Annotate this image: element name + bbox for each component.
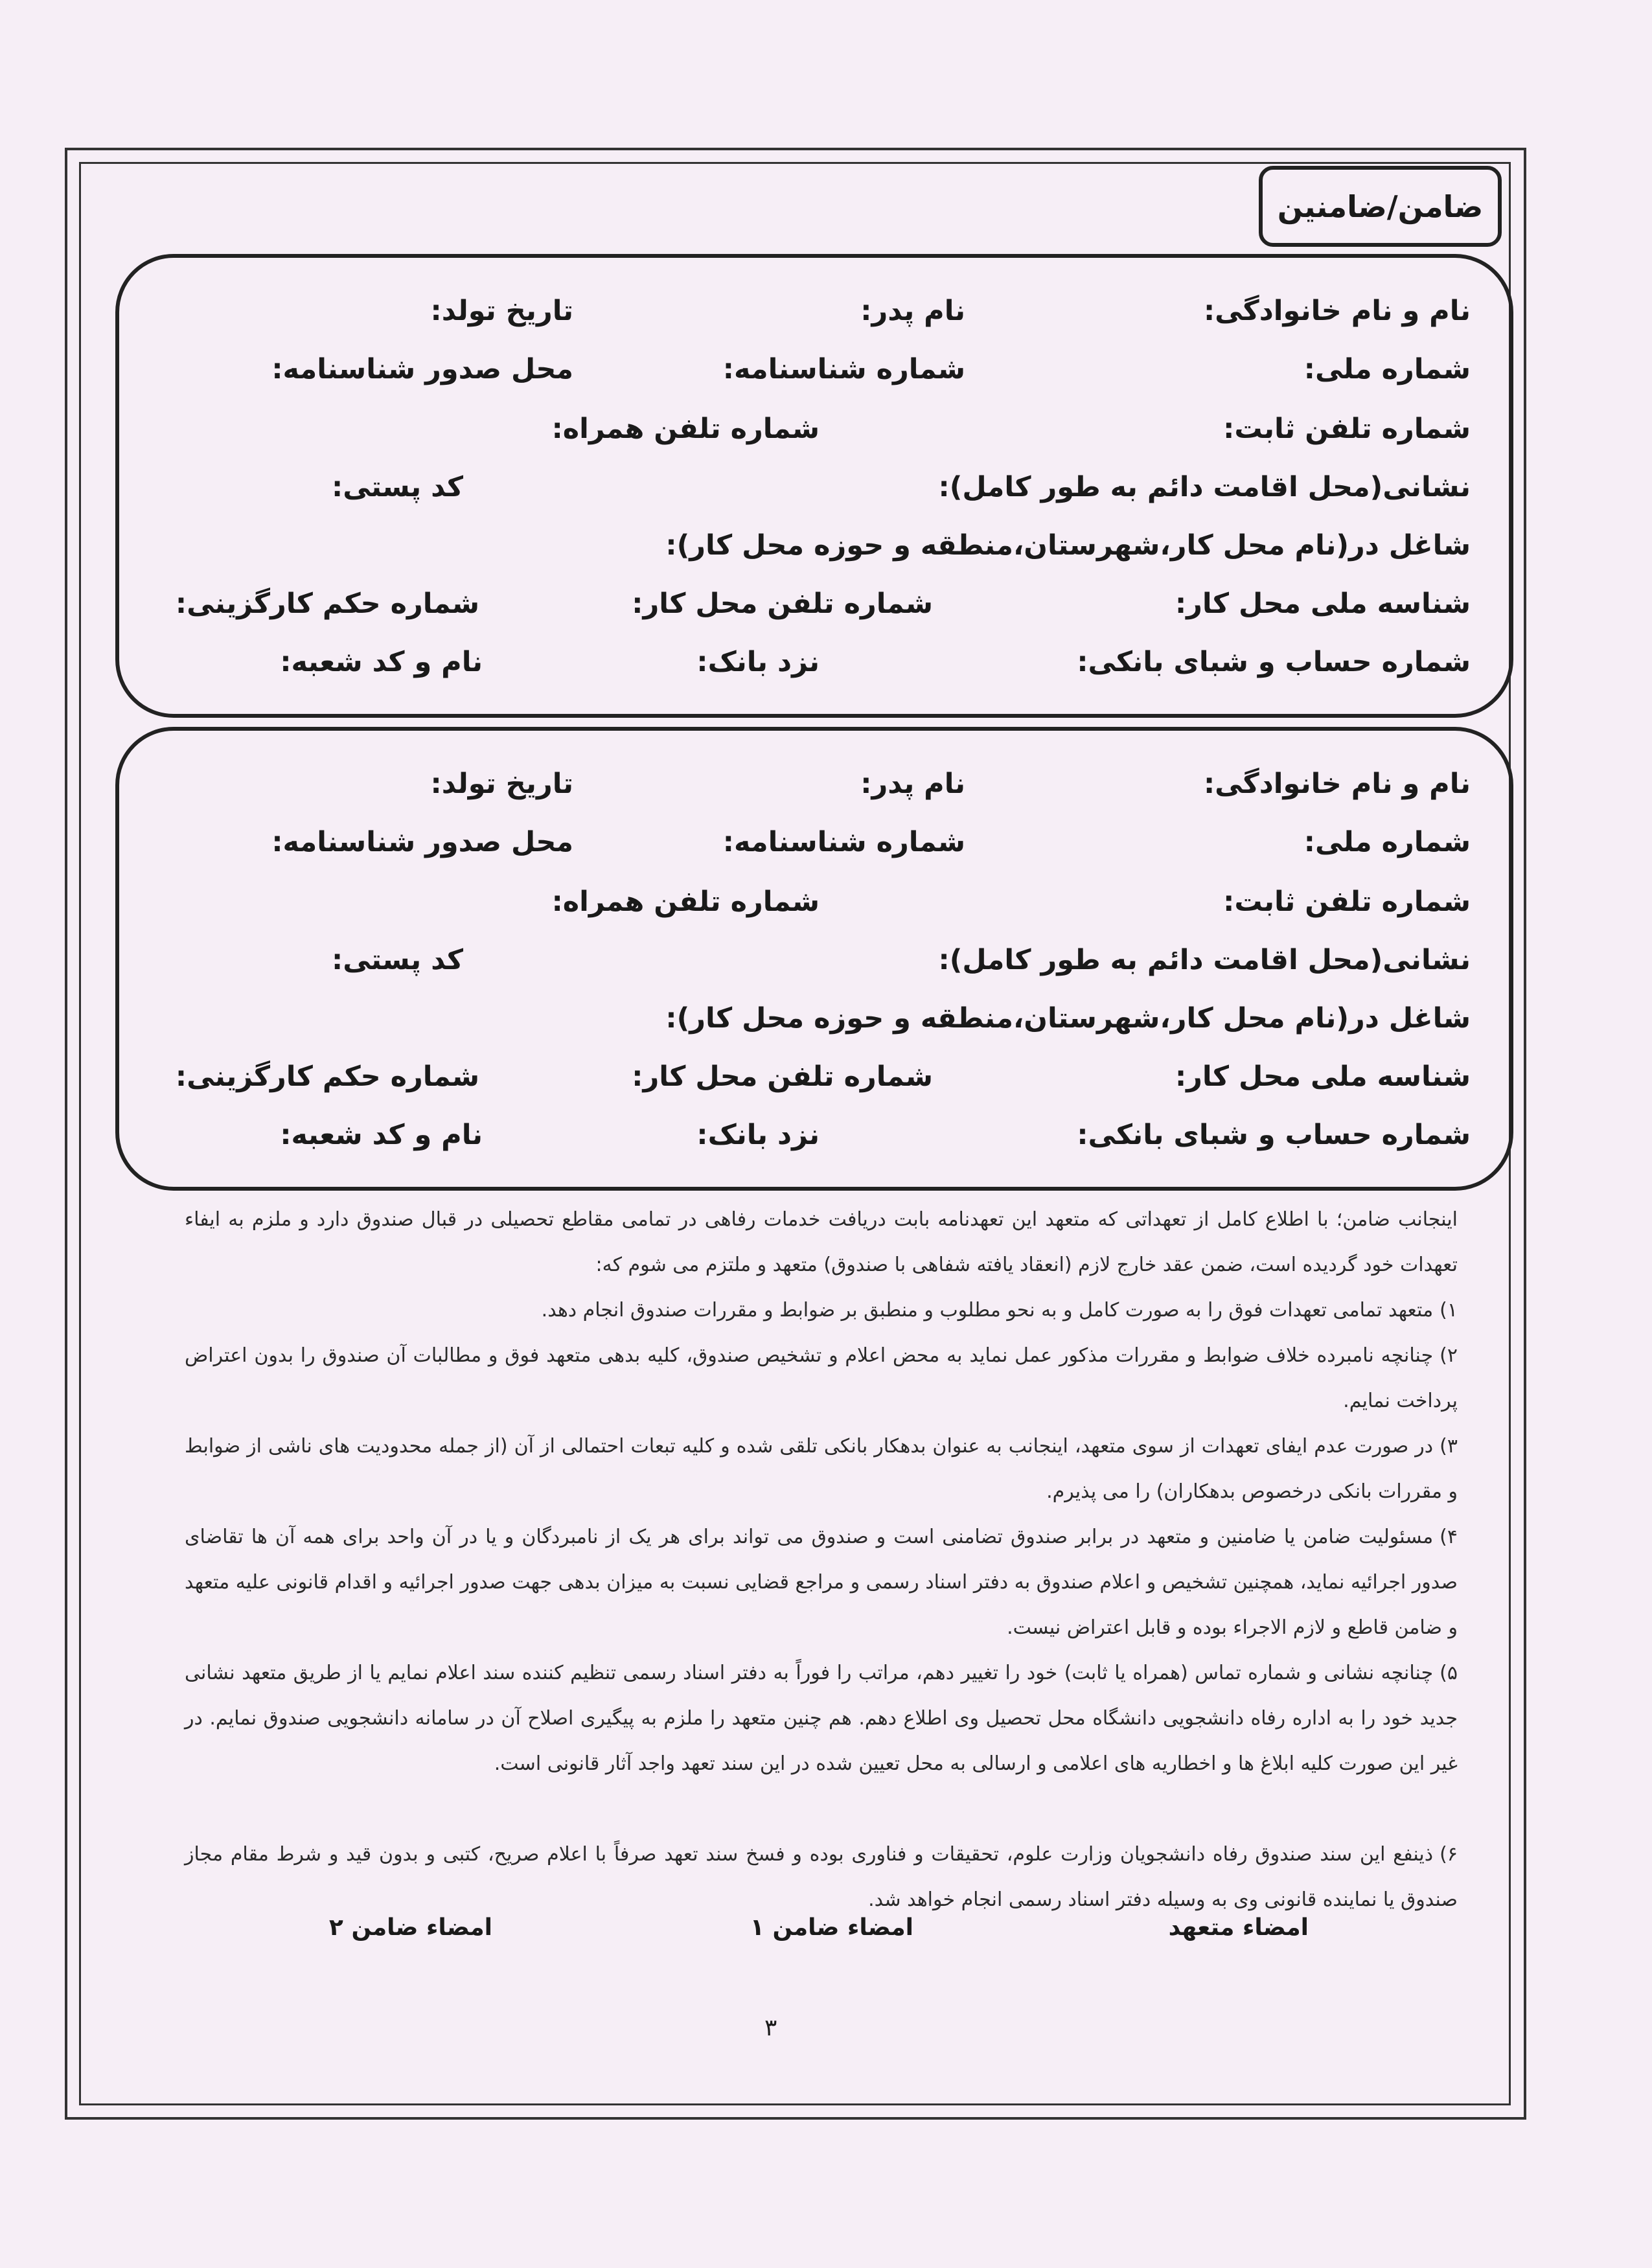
address-label: نشانی(محل اقامت دائم به طور کامل): [938,944,1471,976]
postal-code-label: کد پستی: [332,471,463,503]
address-label: نشانی(محل اقامت دائم به طور کامل): [938,471,1471,503]
birth-date-label: تاریخ تولد: [430,768,573,800]
declaration-item [185,1288,1458,1333]
item-text: چنانچه نامبرده خلاف ضوابط و مقررات مذکور عمل نماید به محض اعلام و تشخیص صندوق، کلیه بدهی متعهد فوق و مطالبات آن صندوق را بدون اعتراض پرداخت نمایم. [185,1344,1458,1412]
birth-date-label: تاریخ تولد: [430,295,573,327]
id-number-label: شماره شناسنامه: [722,826,965,858]
landline-label: شماره تلفن ثابت: [1223,413,1471,445]
id-number-label: شماره شناسنامه: [722,353,965,385]
id-issue-place-label: محل صدور شناسنامه: [271,826,573,858]
obligor-signature-label: امضاء متعهد [1168,1914,1309,1941]
father-name-label: نام پدر: [860,295,965,327]
employment-order-label: شماره حکم کارگزینی: [175,588,479,620]
declaration-item [185,1515,1458,1651]
declaration-intro: اینجانب ضامن؛ با اطلاع کامل از تعهداتی که متعهد این تعهدنامه بابت دریافت خدمات رفاهی در تمامی مقاطع تحصیلی در قبال صندوق دارد و ملزم به ایفاء تعهدات خود گردیده است، ضمن عقد خارج لازم (انعقاد یافته شفاهی با صندوق) متعهد و ملتزم می شوم که: [185,1208,1458,1276]
employer-label: شاغل در(نام محل کار،شهرستان،منطقه و حوزه محل کار): [665,529,1471,562]
full-name-label: نام و نام خانوادگی: [1203,768,1471,800]
declaration-item [185,1651,1458,1787]
branch-label: نام و کد شعبه: [280,646,483,678]
postal-code-label: کد پستی: [332,944,463,976]
bank-account-label: شماره حساب و شبای بانکی: [1077,1119,1471,1151]
item-text: ذینفع این سند صندوق رفاه دانشجویان وزارت علوم، تحقیقات و فناوری بوده و فسخ سند تعهد صرفاً با اعلام صریح، کتبی و بدون قید و شرط مقام مجاز صندوق یا نماینده قانونی وی به وسیله دفتر اسناد رسمی انجام خواهد شد. [185,1843,1458,1911]
item-number: ۲) [1440,1344,1458,1367]
landline-label: شماره تلفن ثابت: [1223,886,1471,918]
page-number: ۳ [764,2015,777,2041]
guarantor-1-signature-label: امضاء ضامن ۱ [750,1914,913,1941]
workplace-national-id-label: شناسه ملی محل کار: [1175,588,1471,620]
section-title: ضامن/ضامنین [1259,166,1502,247]
mobile-label: شماره تلفن همراه: [551,886,820,918]
item-number: ۵) [1440,1662,1458,1684]
item-text: مسئولیت ضامن یا ضامنین و متعهد در برابر صندوق تضامنی است و صندوق می تواند برای هر یک از نامبردگان و یا در آن واحد برای همه آن ها تقاضای صدور اجرائیه نماید، همچنین تشخیص و اعلام صندوق به دفتر اسناد رسمی و مراجع قضایی نسبت به میزان بدهی جهت صدور اجرائیه و اقدام قانونی علیه متعهد و ضامن قاطع و لازم الاجراء بوده و قابل اعتراض نیست. [185,1526,1458,1639]
item-text: چنانچه نشانی و شماره تماس (همراه یا ثابت) خود را تغییر دهم، مراتب را فوراً به دفتر اسناد رسمی تنظیم کننده سند اعلام نمایم یا از طریق متعهد نشانی جدید خود را به اداره رفاه دانشجویی دانشگاه محل تحصیل وی اطلاع دهم. هم چنین متعهد را ملزم به پیگیری اصلاح آن در سامانه دانشجویی صندوق نمایم. در غیر این صورت کلیه ابلاغ ها و اخطاریه های اعلامی و ارسالی به محل تعیین شده در این سند تعهد واجد آثار قانونی است. [185,1662,1458,1775]
full-name-label: نام و نام خانوادگی: [1203,295,1471,327]
item-number: ۴) [1440,1526,1458,1548]
workplace-phone-label: شماره تلفن محل کار: [632,1060,933,1093]
id-issue-place-label: محل صدور شناسنامه: [271,353,573,385]
national-id-label: شماره ملی: [1303,826,1471,858]
declaration-item [185,1333,1458,1424]
branch-label: نام و کد شعبه: [280,1119,483,1151]
workplace-national-id-label: شناسه ملی محل کار: [1175,1060,1471,1093]
mobile-label: شماره تلفن همراه: [551,413,820,445]
father-name-label: نام پدر: [860,768,965,800]
bank-name-label: نزد بانک: [696,1119,820,1151]
item-text: متعهد تمامی تعهدات فوق را به صورت کامل و به نحو مطلوب و منطبق بر ضوابط و مقررات صندوق انجام دهد. [541,1299,1434,1322]
item-number: ۳) [1440,1435,1458,1458]
bank-name-label: نزد بانک: [696,646,820,678]
item-number: ۱) [1440,1299,1458,1322]
item-number: ۶) [1440,1843,1458,1866]
employer-label: شاغل در(نام محل کار،شهرستان،منطقه و حوزه محل کار): [665,1002,1471,1035]
employment-order-label: شماره حکم کارگزینی: [175,1060,479,1093]
workplace-phone-label: شماره تلفن محل کار: [632,588,933,620]
bank-account-label: شماره حساب و شبای بانکی: [1077,646,1471,678]
declaration-item [185,1832,1458,1923]
declaration-item [185,1424,1458,1515]
item-text: در صورت عدم ایفای تعهدات از سوی متعهد، اینجانب به عنوان بدهکار بانکی تلقی شده و کلیه تبعات احتمالی از آن (از جمله محدودیت های ناشی از ضوابط و مقررات بانکی درخصوص بدهکاران) را می پذیرم. [185,1435,1458,1503]
national-id-label: شماره ملی: [1303,353,1471,385]
guarantor-2-signature-label: امضاء ضامن ۲ [328,1914,492,1941]
